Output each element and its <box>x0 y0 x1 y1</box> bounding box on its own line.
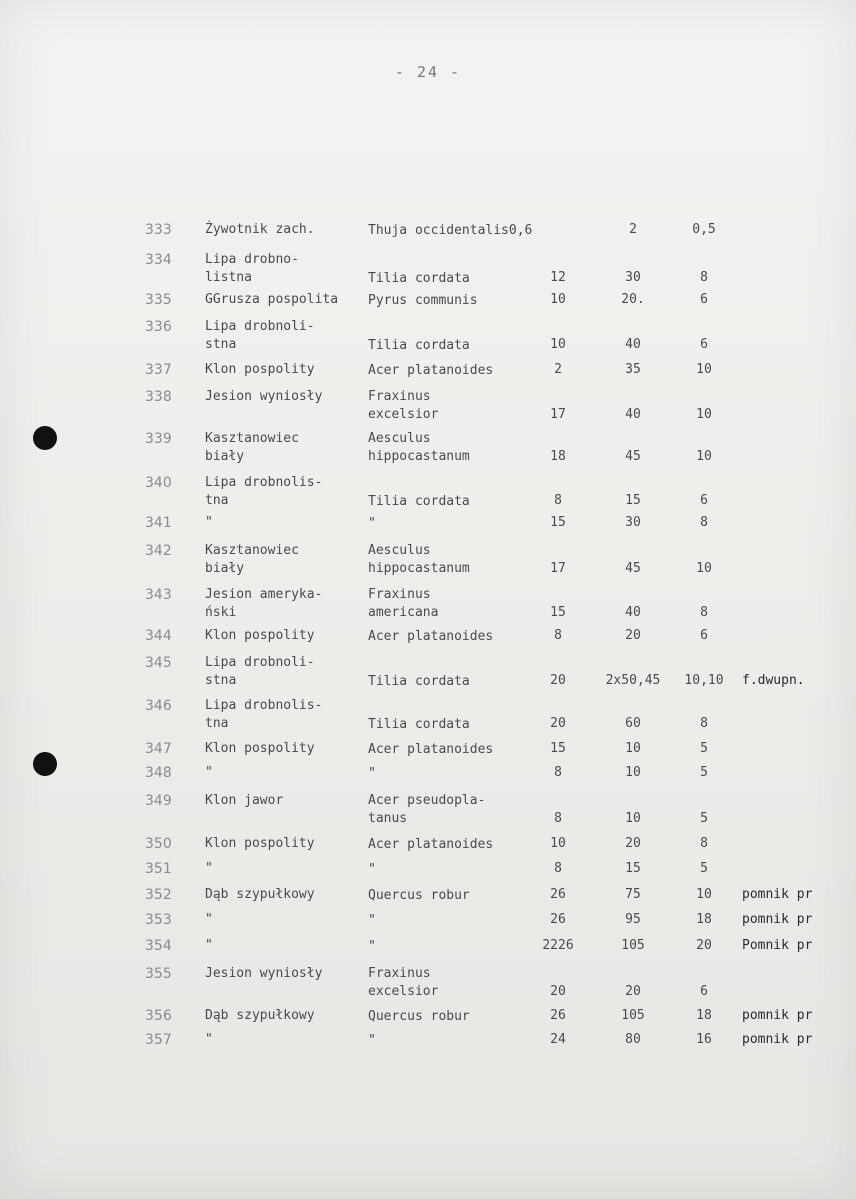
row-number: 355 <box>145 966 172 982</box>
common-name: " <box>205 938 213 953</box>
circumference-value: 105 <box>621 1008 645 1023</box>
latin-name: Aesculus hippocastanum <box>368 431 470 464</box>
height-value: 8 <box>554 811 562 826</box>
crown-value: 6 <box>700 984 708 999</box>
height-value: 8 <box>554 493 562 508</box>
crown-value: 5 <box>700 765 708 780</box>
common-name: " <box>205 912 213 927</box>
crown-value: 6 <box>700 493 708 508</box>
row-number: 352 <box>145 887 172 903</box>
common-name: Lipa drobno- listna <box>205 252 299 285</box>
common-name: Dąb szypułkowy <box>205 887 315 902</box>
row-number: 351 <box>145 861 172 877</box>
circumference-value: 40 <box>625 605 641 620</box>
latin-name: Aesculus hippocastanum <box>368 543 470 576</box>
remark: f.dwupn. <box>742 673 805 688</box>
height-value: 26 <box>550 912 566 927</box>
latin-name: Tilia cordata <box>368 674 470 689</box>
remark: pomnik pr <box>742 912 813 927</box>
height-value: 12 <box>550 270 566 285</box>
row-number: 341 <box>145 515 172 531</box>
latin-name: Acer pseudopla- tanus <box>368 793 486 826</box>
row-number: 337 <box>145 362 172 378</box>
crown-value: 5 <box>700 811 708 826</box>
common-name: Dąb szypułkowy <box>205 1008 315 1023</box>
crown-value: 8 <box>700 716 708 731</box>
common-name: Klon jawor <box>205 793 284 808</box>
height-value: 8 <box>554 628 562 643</box>
page-number: - 24 - <box>394 63 462 81</box>
common-name: GGrusza pospolita <box>205 292 339 307</box>
row-number: 338 <box>145 389 172 405</box>
height-value: 18 <box>550 449 566 464</box>
common-name: " <box>205 765 213 780</box>
latin-name: Quercus robur <box>368 888 470 903</box>
common-name: Lipa drobnoli- stna <box>205 655 315 688</box>
common-name: " <box>205 861 213 876</box>
latin-name: Pyrus communis <box>368 293 478 308</box>
latin-name: " <box>368 516 376 531</box>
height-value: 17 <box>550 407 566 422</box>
crown-value: 20 <box>696 938 712 953</box>
latin-name: " <box>368 862 376 877</box>
crown-value: 8 <box>700 270 708 285</box>
latin-name: Quercus robur <box>368 1009 470 1024</box>
circumference-value: 20 <box>625 628 641 643</box>
circumference-value: 10 <box>625 811 641 826</box>
circumference-value: 20 <box>625 984 641 999</box>
latin-name: Fraxinus excelsior <box>368 389 439 422</box>
height-value: 24 <box>550 1032 566 1047</box>
height-value: 10 <box>550 337 566 352</box>
crown-value: 10 <box>696 362 712 377</box>
common-name: Jesion ameryka- ński <box>205 587 323 620</box>
crown-value: 6 <box>700 292 708 307</box>
common-name: Lipa drobnolis- tna <box>205 698 323 731</box>
latin-name: Tilia cordata <box>368 271 470 286</box>
circumference-value: 30 <box>625 270 641 285</box>
latin-name: Tilia cordata <box>368 494 470 509</box>
circumference-value: 20 <box>625 836 641 851</box>
height-value: 15 <box>550 515 566 530</box>
circumference-value: 10 <box>625 765 641 780</box>
row-number: 345 <box>145 655 172 671</box>
circumference-value: 2 <box>629 222 637 237</box>
remark: pomnik pr <box>742 1032 813 1047</box>
common-name: Kasztanowiec biały <box>205 543 299 576</box>
common-name: Klon pospolity <box>205 741 315 756</box>
latin-name: Acer platanoides <box>368 837 494 852</box>
crown-value: 10 <box>696 887 712 902</box>
circumference-value: 20. <box>621 292 645 307</box>
height-value: 2226 <box>542 938 574 953</box>
crown-value: 8 <box>700 605 708 620</box>
height-value: 20 <box>550 673 566 688</box>
circumference-value: 40 <box>625 337 641 352</box>
common-name: Jesion wyniosły <box>205 389 323 404</box>
circumference-value: 15 <box>625 493 641 508</box>
crown-value: 16 <box>696 1032 712 1047</box>
height-value: 17 <box>550 561 566 576</box>
height-value: 20 <box>550 984 566 999</box>
height-value: 10 <box>550 836 566 851</box>
circumference-value: 75 <box>625 887 641 902</box>
latin-name: " <box>368 913 376 928</box>
row-number: 339 <box>145 431 172 447</box>
circumference-value: 80 <box>625 1032 641 1047</box>
common-name: Jesion wyniosły <box>205 966 323 981</box>
remark: Pomnik pr <box>742 938 813 953</box>
common-name: Kasztanowiec biały <box>205 431 299 464</box>
latin-name: " <box>368 1033 376 1048</box>
crown-value: 5 <box>700 741 708 756</box>
common-name: Klon pospolity <box>205 628 315 643</box>
remark: pomnik pr <box>742 1008 813 1023</box>
common-name: " <box>205 1032 213 1047</box>
row-number: 353 <box>145 912 172 928</box>
latin-name: " <box>368 939 376 954</box>
crown-value: 10 <box>696 407 712 422</box>
row-number: 348 <box>145 765 172 781</box>
height-value: 26 <box>550 887 566 902</box>
height-value: 20 <box>550 716 566 731</box>
crown-value: 18 <box>696 1008 712 1023</box>
height-value: 2 <box>554 362 562 377</box>
common-name: Żywotnik zach. <box>205 222 315 237</box>
row-number: 343 <box>145 587 172 603</box>
row-number: 354 <box>145 938 172 954</box>
crown-value: 6 <box>700 337 708 352</box>
row-number: 333 <box>145 222 172 238</box>
latin-name: Fraxinus americana <box>368 587 439 620</box>
row-number: 340 <box>145 475 172 491</box>
latin-name: Acer platanoides <box>368 629 494 644</box>
circumference-value: 15 <box>625 861 641 876</box>
circumference-value: 60 <box>625 716 641 731</box>
row-number: 350 <box>145 836 172 852</box>
circumference-value: 35 <box>625 362 641 377</box>
latin-name: Tilia cordata <box>368 717 470 732</box>
latin-name: Fraxinus excelsior <box>368 966 439 999</box>
latin-name: Acer platanoides <box>368 363 494 378</box>
crown-value: 10 <box>696 561 712 576</box>
row-number: 356 <box>145 1008 172 1024</box>
crown-value: 10,10 <box>684 673 724 688</box>
crown-value: 6 <box>700 628 708 643</box>
row-number: 347 <box>145 741 172 757</box>
circumference-value: 95 <box>625 912 641 927</box>
height-value: 8 <box>554 861 562 876</box>
row-number: 349 <box>145 793 172 809</box>
crown-value: 5 <box>700 861 708 876</box>
circumference-value: 45 <box>625 449 641 464</box>
row-number: 344 <box>145 628 172 644</box>
circumference-value: 2x50,45 <box>605 673 661 688</box>
crown-value: 18 <box>696 912 712 927</box>
circumference-value: 10 <box>625 741 641 756</box>
latin-name: " <box>368 766 376 781</box>
latin-name: Thuja occidentalis0,6 <box>368 223 533 238</box>
row-number: 336 <box>145 319 172 335</box>
row-number: 335 <box>145 292 172 308</box>
common-name: Klon pospolity <box>205 362 315 377</box>
circumference-value: 105 <box>621 938 645 953</box>
row-number: 334 <box>145 252 172 268</box>
remark: pomnik pr <box>742 887 813 902</box>
row-number: 346 <box>145 698 172 714</box>
height-value: 15 <box>550 605 566 620</box>
crown-value: 0,5 <box>692 222 716 237</box>
height-value: 15 <box>550 741 566 756</box>
latin-name: Acer platanoides <box>368 742 494 757</box>
common-name: Klon pospolity <box>205 836 315 851</box>
latin-name: Tilia cordata <box>368 338 470 353</box>
height-value: 26 <box>550 1008 566 1023</box>
height-value: 8 <box>554 765 562 780</box>
row-number: 357 <box>145 1032 172 1048</box>
crown-value: 8 <box>700 515 708 530</box>
common-name: Lipa drobnoli- stna <box>205 319 315 352</box>
common-name: " <box>205 515 213 530</box>
common-name: Lipa drobnolis- tna <box>205 475 323 508</box>
circumference-value: 40 <box>625 407 641 422</box>
row-number: 342 <box>145 543 172 559</box>
crown-value: 8 <box>700 836 708 851</box>
circumference-value: 30 <box>625 515 641 530</box>
height-value: 10 <box>550 292 566 307</box>
circumference-value: 45 <box>625 561 641 576</box>
crown-value: 10 <box>696 449 712 464</box>
